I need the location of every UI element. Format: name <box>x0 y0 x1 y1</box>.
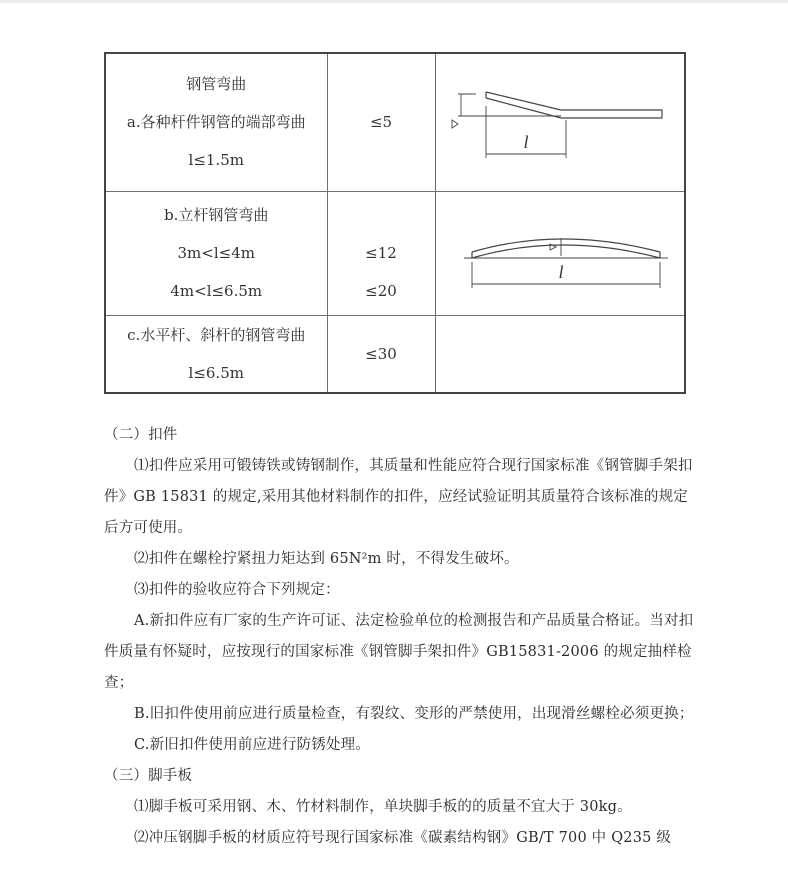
bending-tolerance-table <box>104 52 686 394</box>
section-heading: （二）扣件 <box>104 427 178 443</box>
paragraph: A.新扣件应有厂家的生产许可证、法定检验单位的检测报告和产品质量合格证。当对扣件质量有怀疑时，应按现行的国家标准《钢管脚手架扣件》GB15831-2006 的规定抽样检查； <box>104 613 694 691</box>
item-cell <box>105 191 327 315</box>
item-line: 钢管弯曲 <box>186 75 247 94</box>
length-label: l <box>522 132 529 153</box>
empty-cell <box>435 315 685 393</box>
table-row <box>105 315 685 393</box>
value-cell <box>327 191 435 315</box>
paragraph: C.新旧扣件使用前应进行防锈处理。 <box>134 737 371 753</box>
value-cell <box>327 315 435 393</box>
item-line: a.各种杆件钢管的端部弯曲 <box>126 113 306 132</box>
section-heading: （三）脚手板 <box>104 768 193 784</box>
item-line: 3m<l≤4m <box>177 244 255 262</box>
item-cell <box>105 53 327 191</box>
item-line: b.立杆钢管弯曲 <box>164 206 269 224</box>
value-line: ≤5 <box>369 113 393 132</box>
table-row <box>105 53 685 191</box>
paragraph: ⑵冲压钢脚手板的材质应符号现行国家标准《碳素结构钢》GB/T 700 中 Q235 级 <box>134 830 672 846</box>
paragraph: B.旧扣件使用前应进行质量检查，有裂纹、变形的严禁使用，出现滑丝螺栓必须更换； <box>134 706 694 722</box>
paragraph: ⑶扣件的验收应符合下列规定： <box>134 582 340 598</box>
item-line: l≤1.5m <box>188 151 244 170</box>
diagram-cell <box>435 53 685 191</box>
top-divider <box>0 0 788 3</box>
item-line: c.水平杆、斜杆的钢管弯曲 <box>127 325 306 344</box>
value-line: ≤30 <box>365 344 397 363</box>
paragraph: ⑴脚手板可采用钢、木、竹材料制作，单块脚手板的的质量不宜大于 30kg。 <box>134 799 632 815</box>
body-text <box>104 420 694 854</box>
diagram-cell <box>435 191 685 315</box>
item-line: l≤6.5m <box>188 363 244 382</box>
value-line: ≤20 <box>365 282 397 300</box>
item-line: 4m<l≤6.5m <box>170 282 263 300</box>
arc-bend-diagram-icon <box>436 192 686 314</box>
paragraph: ⑵扣件在螺栓拧紧扭力矩达到 65N²m 时，不得发生破坏。 <box>134 551 519 567</box>
value-line: ≤12 <box>365 244 397 262</box>
paragraph: ⑴扣件应采用可锻铸铁或铸钢制作，其质量和性能应符合现行国家标准《钢管脚手架扣件》GB 15831 的规定,采用其他材料制作的扣件，应经试验证明其质量符合该标准的规定后方可使用。 <box>104 458 693 536</box>
end-bend-diagram-icon <box>436 54 686 190</box>
table-row <box>105 191 685 315</box>
value-cell <box>327 53 435 191</box>
item-cell <box>105 315 327 393</box>
length-label: l <box>557 262 564 282</box>
value-line <box>328 196 435 234</box>
